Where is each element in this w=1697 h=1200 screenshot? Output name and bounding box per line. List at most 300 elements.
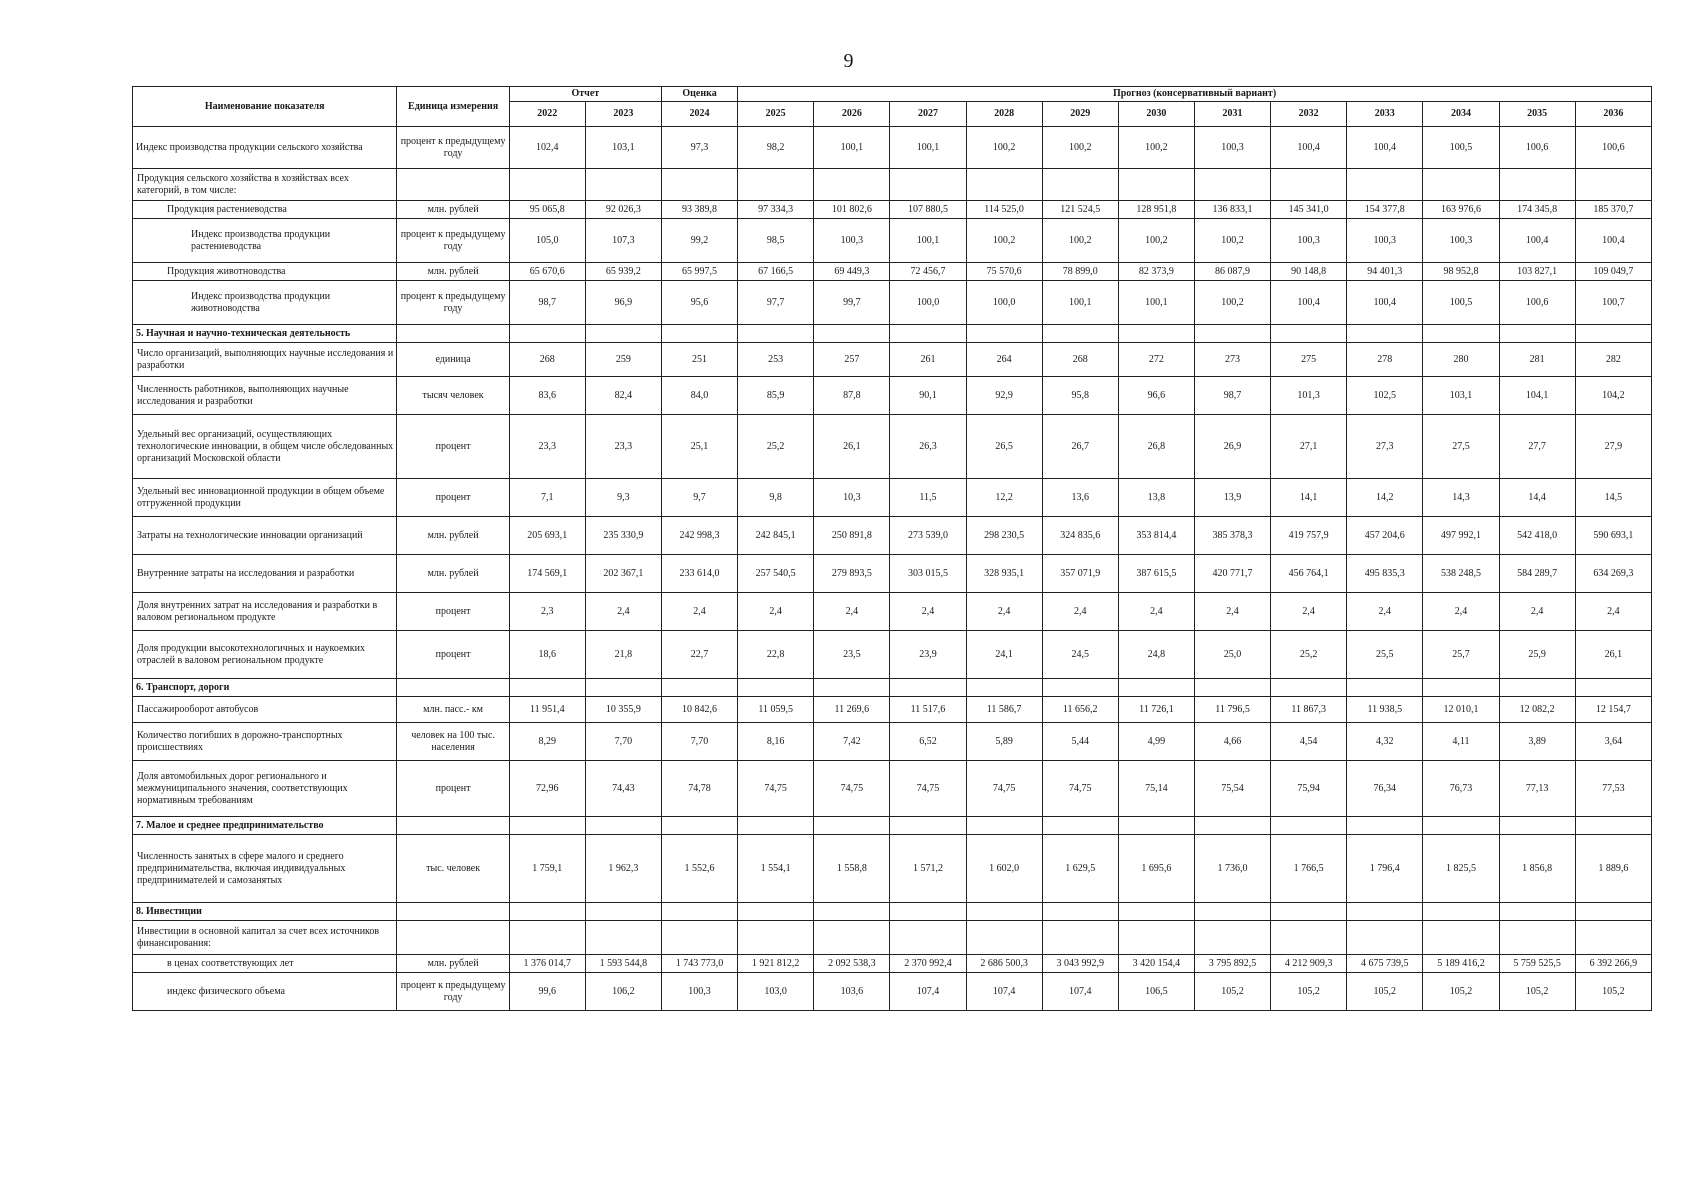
value-cell: 128 951,8 [1118,201,1194,219]
value-cell: 87,8 [814,377,890,415]
value-cell [1575,169,1651,201]
value-cell: 107,4 [1042,973,1118,1011]
value-cell: 109 049,7 [1575,263,1651,281]
value-cell: 76,73 [1423,761,1499,817]
table-row [133,169,1652,201]
value-cell: 65 997,5 [661,263,737,281]
value-cell: 99,2 [661,219,737,263]
table-cell [1118,325,1194,343]
value-cell: 75 570,6 [966,263,1042,281]
value-cell: 2,4 [814,593,890,631]
value-cell: 82 373,9 [1118,263,1194,281]
value-cell: 9,8 [738,479,814,517]
value-cell: 74,43 [585,761,661,817]
value-cell: 7,42 [814,723,890,761]
value-cell: 1 889,6 [1575,835,1651,903]
table-row [133,593,1652,631]
value-cell: 100,4 [1271,127,1347,169]
value-cell: 542 418,0 [1499,517,1575,555]
unit-cell: тыс. человек [397,835,509,903]
value-cell: 84,0 [661,377,737,415]
value-cell [1194,169,1270,201]
table-row [133,761,1652,817]
value-cell: 253 [738,343,814,377]
value-cell: 103,0 [738,973,814,1011]
value-cell: 96,9 [585,281,661,325]
value-cell: 3,89 [1499,723,1575,761]
value-cell: 1 825,5 [1423,835,1499,903]
year-header: 2024 [661,102,737,127]
value-cell [1575,921,1651,955]
value-cell: 5 189 416,2 [1423,955,1499,973]
value-cell: 12 010,1 [1423,697,1499,723]
table-cell [585,817,661,835]
indicator-name: Индекс производства продукции сельского хозяйства [133,127,397,169]
value-cell: 106,5 [1118,973,1194,1011]
value-cell: 69 449,3 [814,263,890,281]
value-cell: 11 269,6 [814,697,890,723]
value-cell: 12,2 [966,479,1042,517]
value-cell: 27,9 [1575,415,1651,479]
table-cell [585,903,661,921]
value-cell: 273 539,0 [890,517,966,555]
value-cell: 5,89 [966,723,1042,761]
unit-cell [397,921,509,955]
value-cell: 90,1 [890,377,966,415]
value-cell: 1 593 544,8 [585,955,661,973]
value-cell [966,921,1042,955]
value-cell: 101 802,6 [814,201,890,219]
table-cell [509,325,585,343]
value-cell: 7,70 [585,723,661,761]
value-cell: 4,32 [1347,723,1423,761]
value-cell: 92,9 [966,377,1042,415]
value-cell: 67 166,5 [738,263,814,281]
value-cell: 14,2 [1347,479,1423,517]
table-cell [814,679,890,697]
table-row [133,723,1652,761]
value-cell: 27,5 [1423,415,1499,479]
value-cell: 25,2 [738,415,814,479]
table-row [133,415,1652,479]
unit-cell: процент к предыдущему году [397,281,509,325]
value-cell [1042,169,1118,201]
value-cell: 1 921 812,2 [738,955,814,973]
value-cell: 25,0 [1194,631,1270,679]
value-cell: 100,2 [1042,219,1118,263]
value-cell: 100,4 [1271,281,1347,325]
value-cell: 98,7 [1194,377,1270,415]
table-cell [1347,325,1423,343]
table-row [133,835,1652,903]
value-cell: 11 796,5 [1194,697,1270,723]
value-cell: 136 833,1 [1194,201,1270,219]
value-cell: 2,4 [1423,593,1499,631]
value-cell: 26,1 [1575,631,1651,679]
value-cell: 104,2 [1575,377,1651,415]
value-cell: 11 726,1 [1118,697,1194,723]
value-cell: 8,16 [738,723,814,761]
section-row [133,903,1652,921]
unit-cell: млн. пасс.- км [397,697,509,723]
value-cell: 324 835,6 [1042,517,1118,555]
table-row [133,955,1652,973]
value-cell: 99,7 [814,281,890,325]
value-cell [738,921,814,955]
value-cell: 65 939,2 [585,263,661,281]
table-cell [738,817,814,835]
value-cell: 278 [1347,343,1423,377]
value-cell: 100,5 [1423,281,1499,325]
value-cell: 6,52 [890,723,966,761]
page-number: 9 [843,50,854,72]
value-cell: 26,5 [966,415,1042,479]
unit-cell: процент [397,631,509,679]
value-cell: 275 [1271,343,1347,377]
value-cell: 95,8 [1042,377,1118,415]
value-cell: 3,64 [1575,723,1651,761]
value-cell [1194,921,1270,955]
indicator-name: Затраты на технологические инновации организаций [133,517,397,555]
value-cell [1118,921,1194,955]
value-cell [1118,169,1194,201]
unit-cell: процент [397,415,509,479]
table-cell [814,325,890,343]
value-cell: 2,4 [738,593,814,631]
value-cell: 497 992,1 [1423,517,1499,555]
value-cell: 5 759 525,5 [1499,955,1575,973]
value-cell: 2,3 [509,593,585,631]
column-group-forecast: Прогноз (консервативный вариант) [738,87,1652,102]
value-cell: 12 154,7 [1575,697,1651,723]
value-cell: 22,7 [661,631,737,679]
value-cell: 185 370,7 [1575,201,1651,219]
value-cell: 75,14 [1118,761,1194,817]
unit-cell: тысяч человек [397,377,509,415]
value-cell: 2,4 [966,593,1042,631]
table-cell [509,903,585,921]
value-cell: 25,9 [1499,631,1575,679]
year-header: 2026 [814,102,890,127]
table-cell [1194,903,1270,921]
value-cell: 24,1 [966,631,1042,679]
value-cell: 5,44 [1042,723,1118,761]
value-cell: 97 334,3 [738,201,814,219]
table-cell [1271,679,1347,697]
indicator-name: Численность работников, выполняющих научные исследования и разработки [133,377,397,415]
value-cell: 65 670,6 [509,263,585,281]
value-cell: 27,7 [1499,415,1575,479]
unit-cell: процент к предыдущему году [397,219,509,263]
table-cell [1118,679,1194,697]
value-cell: 1 743 773,0 [661,955,737,973]
value-cell: 279 893,5 [814,555,890,593]
value-cell: 3 795 892,5 [1194,955,1270,973]
table-cell [1042,325,1118,343]
value-cell: 100,1 [890,127,966,169]
table-cell [966,817,1042,835]
indicator-name: Удельный вес инновационной продукции в общем объеме отгруженной продукции [133,479,397,517]
value-cell: 85,9 [738,377,814,415]
table-cell [1118,903,1194,921]
value-cell: 242 998,3 [661,517,737,555]
value-cell: 100,5 [1423,127,1499,169]
unit-cell: процент [397,479,509,517]
table-cell [509,817,585,835]
indicator-name: Численность занятых в сфере малого и среднего предпринимательства, включая индивидуальных предпринимателей и самозанятых [133,835,397,903]
value-cell [890,921,966,955]
value-cell: 10 355,9 [585,697,661,723]
value-cell: 235 330,9 [585,517,661,555]
value-cell: 12 082,2 [1499,697,1575,723]
value-cell: 98,2 [738,127,814,169]
table-cell [1423,325,1499,343]
table-cell [661,325,737,343]
value-cell: 261 [890,343,966,377]
value-cell: 121 524,5 [1042,201,1118,219]
value-cell: 23,5 [814,631,890,679]
table-cell [966,679,1042,697]
value-cell: 75,94 [1271,761,1347,817]
table-cell [1271,903,1347,921]
value-cell: 100,1 [1042,281,1118,325]
table-cell [890,817,966,835]
value-cell: 106,2 [585,973,661,1011]
table-cell [1042,817,1118,835]
value-cell: 1 558,8 [814,835,890,903]
value-cell [1347,169,1423,201]
value-cell: 93 389,8 [661,201,737,219]
value-cell: 14,1 [1271,479,1347,517]
value-cell [738,169,814,201]
value-cell: 298 230,5 [966,517,1042,555]
value-cell: 105,2 [1347,973,1423,1011]
value-cell: 105,2 [1575,973,1651,1011]
value-cell: 77,13 [1499,761,1575,817]
value-cell: 76,34 [1347,761,1423,817]
table-body [133,127,1652,1011]
value-cell: 2 092 538,3 [814,955,890,973]
value-cell: 105,2 [1194,973,1270,1011]
value-cell [509,169,585,201]
value-cell: 233 614,0 [661,555,737,593]
table-cell [1347,817,1423,835]
table-row [133,127,1652,169]
value-cell: 26,8 [1118,415,1194,479]
value-cell: 145 341,0 [1271,201,1347,219]
table-cell [966,325,1042,343]
value-cell: 387 615,5 [1118,555,1194,593]
value-cell: 420 771,7 [1194,555,1270,593]
value-cell: 2,4 [1042,593,1118,631]
value-cell: 98,7 [509,281,585,325]
value-cell [1423,169,1499,201]
value-cell: 2,4 [1347,593,1423,631]
value-cell: 23,3 [509,415,585,479]
table-row [133,921,1652,955]
unit-cell: млн. рублей [397,555,509,593]
value-cell: 2 370 992,4 [890,955,966,973]
value-cell: 11,5 [890,479,966,517]
value-cell: 1 796,4 [1347,835,1423,903]
value-cell: 95 065,8 [509,201,585,219]
column-group-report: Отчет [509,87,661,102]
value-cell: 100,1 [814,127,890,169]
value-cell: 2,4 [890,593,966,631]
value-cell: 25,5 [1347,631,1423,679]
section-row [133,817,1652,835]
unit-cell: млн. рублей [397,517,509,555]
value-cell: 27,3 [1347,415,1423,479]
value-cell [1347,921,1423,955]
value-cell: 22,8 [738,631,814,679]
value-cell: 100,6 [1499,127,1575,169]
value-cell: 1 376 014,7 [509,955,585,973]
value-cell [661,921,737,955]
value-cell: 100,3 [814,219,890,263]
value-cell: 268 [1042,343,1118,377]
table-cell [738,325,814,343]
value-cell: 353 814,4 [1118,517,1194,555]
value-cell [1499,169,1575,201]
table-cell [585,325,661,343]
value-cell: 27,1 [1271,415,1347,479]
value-cell: 103,1 [1423,377,1499,415]
value-cell: 92 026,3 [585,201,661,219]
value-cell: 2,4 [1118,593,1194,631]
value-cell: 83,6 [509,377,585,415]
value-cell: 98,5 [738,219,814,263]
value-cell: 100,2 [1118,219,1194,263]
table-cell [1499,325,1575,343]
value-cell: 100,2 [1118,127,1194,169]
value-cell: 97,3 [661,127,737,169]
value-cell: 1 766,5 [1271,835,1347,903]
value-cell: 103 827,1 [1499,263,1575,281]
unit-cell: единица [397,343,509,377]
value-cell: 77,53 [1575,761,1651,817]
value-cell: 11 867,3 [1271,697,1347,723]
value-cell: 8,29 [509,723,585,761]
value-cell: 4,99 [1118,723,1194,761]
section-row [133,325,1652,343]
value-cell: 74,75 [814,761,890,817]
value-cell [1271,169,1347,201]
value-cell [814,921,890,955]
table-cell [1575,817,1651,835]
value-cell: 2,4 [1194,593,1270,631]
table-cell [1042,679,1118,697]
value-cell: 419 757,9 [1271,517,1347,555]
table-row [133,697,1652,723]
section-title: 8. Инвестиции [133,903,397,921]
indicator-name: Продукция растениеводства [133,201,397,219]
value-cell: 26,3 [890,415,966,479]
section-title: 6. Транспорт, дороги [133,679,397,697]
table-row [133,201,1652,219]
value-cell: 1 571,2 [890,835,966,903]
value-cell: 634 269,3 [1575,555,1651,593]
value-cell: 100,3 [1347,219,1423,263]
value-cell: 23,9 [890,631,966,679]
value-cell: 100,4 [1575,219,1651,263]
value-cell [966,169,1042,201]
unit-cell: человек на 100 тыс. населения [397,723,509,761]
value-cell: 101,3 [1271,377,1347,415]
value-cell: 11 059,5 [738,697,814,723]
table-row [133,219,1652,263]
value-cell [1042,921,1118,955]
value-cell: 280 [1423,343,1499,377]
value-cell: 251 [661,343,737,377]
table-cell [1271,325,1347,343]
value-cell: 103,6 [814,973,890,1011]
table-cell [890,679,966,697]
value-cell: 100,6 [1575,127,1651,169]
value-cell: 13,6 [1042,479,1118,517]
value-cell: 1 695,6 [1118,835,1194,903]
value-cell: 107 880,5 [890,201,966,219]
table-cell [1575,325,1651,343]
forecast-table [132,86,1652,1011]
value-cell: 25,2 [1271,631,1347,679]
table-cell [397,817,509,835]
value-cell: 1 602,0 [966,835,1042,903]
year-header: 2033 [1347,102,1423,127]
value-cell: 26,9 [1194,415,1270,479]
value-cell: 82,4 [585,377,661,415]
year-header: 2034 [1423,102,1499,127]
value-cell: 272 [1118,343,1194,377]
table-cell [1271,817,1347,835]
value-cell: 74,75 [890,761,966,817]
value-cell: 385 378,3 [1194,517,1270,555]
value-cell: 100,4 [1347,281,1423,325]
value-cell: 282 [1575,343,1651,377]
unit-cell: процент [397,593,509,631]
value-cell: 100,6 [1499,281,1575,325]
table-cell [890,903,966,921]
value-cell: 457 204,6 [1347,517,1423,555]
table-cell [397,903,509,921]
value-cell: 2,4 [1575,593,1651,631]
value-cell: 24,8 [1118,631,1194,679]
value-cell: 6 392 266,9 [1575,955,1651,973]
value-cell: 14,3 [1423,479,1499,517]
table-cell [1575,679,1651,697]
value-cell: 74,75 [1042,761,1118,817]
table-cell [1194,817,1270,835]
value-cell: 99,6 [509,973,585,1011]
value-cell: 23,3 [585,415,661,479]
table-cell [1194,325,1270,343]
year-header: 2035 [1499,102,1575,127]
indicator-name: Доля внутренних затрат на исследования и разработки в валовом региональном продукте [133,593,397,631]
value-cell: 328 935,1 [966,555,1042,593]
value-cell: 86 087,9 [1194,263,1270,281]
value-cell: 273 [1194,343,1270,377]
table-cell [738,903,814,921]
value-cell: 26,1 [814,415,890,479]
value-cell: 7,1 [509,479,585,517]
value-cell: 10,3 [814,479,890,517]
table-row [133,517,1652,555]
table-cell [1347,679,1423,697]
value-cell: 100,4 [1347,127,1423,169]
value-cell: 105,0 [509,219,585,263]
value-cell: 1 856,8 [1499,835,1575,903]
indicator-name: Инвестиции в основной капитал за счет всех источников финансирования: [133,921,397,955]
